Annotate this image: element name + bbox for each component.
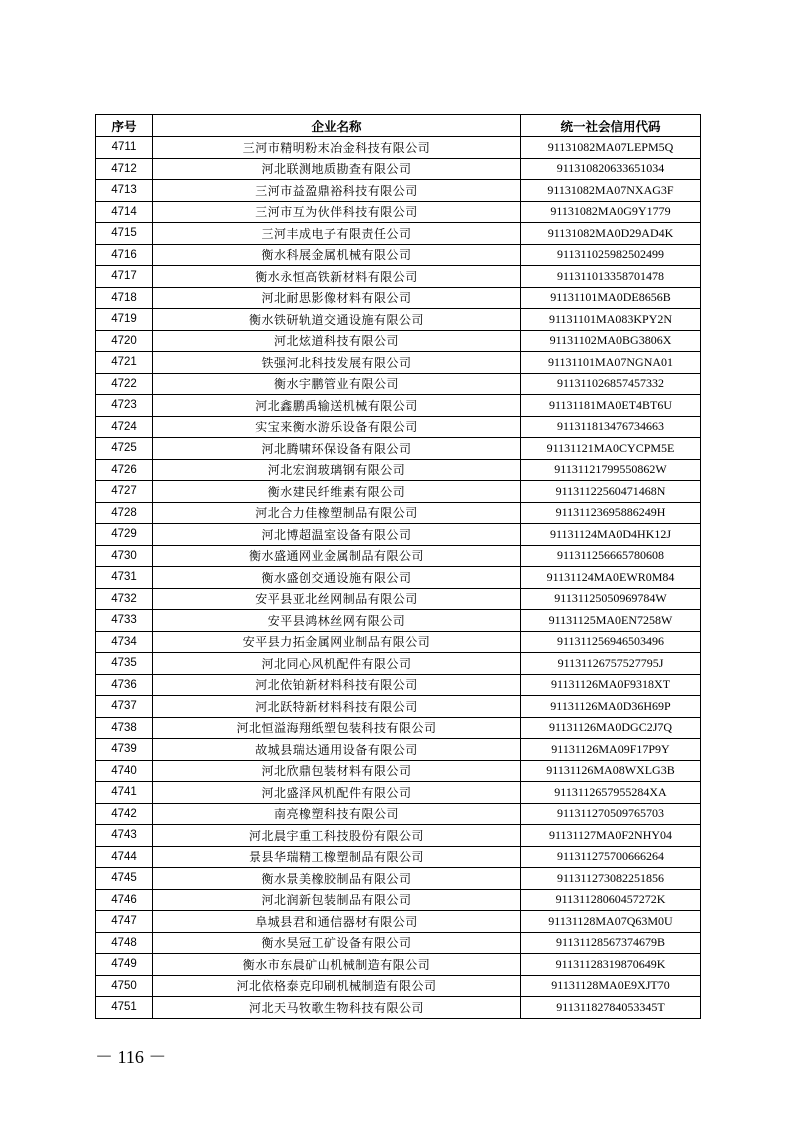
row-credit-code: 91131128567374679B	[521, 932, 701, 954]
row-seq: 4731	[96, 567, 153, 589]
row-seq: 4722	[96, 373, 153, 395]
row-seq: 4723	[96, 395, 153, 417]
table-row	[96, 287, 701, 309]
row-company-name: 衡水盛通网业金属制品有限公司	[153, 545, 521, 567]
row-seq: 4740	[96, 760, 153, 782]
row-company-name: 河北联测地质勘查有限公司	[153, 158, 521, 180]
row-company-name: 衡水永恒高铁新材料有限公司	[153, 266, 521, 288]
page-number: － 116 －	[95, 1047, 167, 1067]
row-credit-code: 91131128MA07Q63M0U	[521, 911, 701, 933]
row-credit-code: 911311256946503496	[521, 631, 701, 653]
row-credit-code: 911311273082251856	[521, 868, 701, 890]
row-credit-code: 91131121MA0CYCPM5E	[521, 438, 701, 460]
table-row	[96, 137, 701, 159]
row-company-name: 河北天马牧歌生物科技有限公司	[153, 997, 521, 1019]
table-row	[96, 223, 701, 245]
row-credit-code: 91131126MA0DGC2J7Q	[521, 717, 701, 739]
table-row	[96, 631, 701, 653]
row-seq: 4721	[96, 352, 153, 374]
row-credit-code: 91131126MA0D36H69P	[521, 696, 701, 718]
row-company-name: 三河市互为伙伴科技有限公司	[153, 201, 521, 223]
row-credit-code: 911311813476734663	[521, 416, 701, 438]
row-company-name: 河北润新包装制品有限公司	[153, 889, 521, 911]
table-header-row	[96, 115, 701, 137]
row-seq: 4712	[96, 158, 153, 180]
row-seq: 4733	[96, 610, 153, 632]
table-row	[96, 309, 701, 331]
row-company-name: 衡水昊冠工矿设备有限公司	[153, 932, 521, 954]
row-company-name: 故城县瑞达通用设备有限公司	[153, 739, 521, 761]
table-row	[96, 201, 701, 223]
row-company-name: 河北鑫鹏禹输送机械有限公司	[153, 395, 521, 417]
table-row	[96, 911, 701, 933]
row-company-name: 河北同心风机配件有限公司	[153, 653, 521, 675]
row-company-name: 安平县鸿林丝网有限公司	[153, 610, 521, 632]
row-seq: 4742	[96, 803, 153, 825]
row-credit-code: 911311026857457332	[521, 373, 701, 395]
table-row	[96, 244, 701, 266]
row-company-name: 实宝来衡水游乐设备有限公司	[153, 416, 521, 438]
row-seq: 4724	[96, 416, 153, 438]
row-seq: 4750	[96, 975, 153, 997]
table-row	[96, 416, 701, 438]
row-company-name: 河北依铂新材料科技有限公司	[153, 674, 521, 696]
row-seq: 4714	[96, 201, 153, 223]
table-row	[96, 868, 701, 890]
row-seq: 4720	[96, 330, 153, 352]
enterprise-table-container	[95, 114, 700, 1019]
row-credit-code: 91131122560471468N	[521, 481, 701, 503]
row-credit-code: 91131124MA0D4HK12J	[521, 524, 701, 546]
table-row	[96, 524, 701, 546]
table-row	[96, 588, 701, 610]
row-seq: 4726	[96, 459, 153, 481]
row-credit-code: 911311270509765703	[521, 803, 701, 825]
row-seq: 4725	[96, 438, 153, 460]
row-credit-code: 91131123695886249H	[521, 502, 701, 524]
row-seq: 4744	[96, 846, 153, 868]
row-credit-code: 91131101MA083KPY2N	[521, 309, 701, 331]
row-credit-code: 911311275700666264	[521, 846, 701, 868]
table-row	[96, 352, 701, 374]
row-company-name: 河北腾啸环保设备有限公司	[153, 438, 521, 460]
table-row	[96, 997, 701, 1019]
table-row	[96, 610, 701, 632]
row-seq: 4747	[96, 911, 153, 933]
row-company-name: 衡水市东晨矿山机械制造有限公司	[153, 954, 521, 976]
row-company-name: 河北恒溢海翔纸塑包装科技有限公司	[153, 717, 521, 739]
table-row	[96, 825, 701, 847]
row-credit-code: 91131128060457272K	[521, 889, 701, 911]
row-credit-code: 91131126MA09F17P9Y	[521, 739, 701, 761]
table-row	[96, 481, 701, 503]
table-row	[96, 846, 701, 868]
row-credit-code: 91131102MA0BG3806X	[521, 330, 701, 352]
table-body	[96, 137, 701, 1019]
table-row	[96, 932, 701, 954]
row-seq: 4746	[96, 889, 153, 911]
row-seq: 4730	[96, 545, 153, 567]
enterprise-table	[95, 114, 701, 1019]
row-company-name: 河北耐思影像材料有限公司	[153, 287, 521, 309]
table-row	[96, 717, 701, 739]
row-company-name: 三河市精明粉末冶金科技有限公司	[153, 137, 521, 159]
row-credit-code: 91131082MA07LEPM5Q	[521, 137, 701, 159]
row-credit-code: 91131128319870649K	[521, 954, 701, 976]
row-credit-code: 91131121799550862W	[521, 459, 701, 481]
table-row	[96, 567, 701, 589]
table-row	[96, 803, 701, 825]
row-company-name: 安平县亚北丝网制品有限公司	[153, 588, 521, 610]
row-company-name: 河北炫道科技有限公司	[153, 330, 521, 352]
table-row	[96, 180, 701, 202]
row-seq: 4751	[96, 997, 153, 1019]
table-row	[96, 545, 701, 567]
table-row	[96, 954, 701, 976]
row-company-name: 铁强河北科技发展有限公司	[153, 352, 521, 374]
row-seq: 4717	[96, 266, 153, 288]
row-credit-code: 91131082MA0D29AD4K	[521, 223, 701, 245]
row-credit-code: 91131124MA0EWR0M84	[521, 567, 701, 589]
row-credit-code: 911311256665780608	[521, 545, 701, 567]
table-row	[96, 653, 701, 675]
row-seq: 4713	[96, 180, 153, 202]
row-seq: 4718	[96, 287, 153, 309]
row-company-name: 河北晨宇重工科技股份有限公司	[153, 825, 521, 847]
row-seq: 4728	[96, 502, 153, 524]
row-company-name: 三河市益盈鼎裕科技有限公司	[153, 180, 521, 202]
row-credit-code: 911310820633651034	[521, 158, 701, 180]
row-company-name: 衡水铁研轨道交通设施有限公司	[153, 309, 521, 331]
table-row	[96, 739, 701, 761]
row-seq: 4729	[96, 524, 153, 546]
row-company-name: 衡水建民纤维素有限公司	[153, 481, 521, 503]
row-seq: 4739	[96, 739, 153, 761]
row-seq: 4741	[96, 782, 153, 804]
row-credit-code: 91131101MA0DE8656B	[521, 287, 701, 309]
row-credit-code: 91131125050969784W	[521, 588, 701, 610]
table-row	[96, 158, 701, 180]
row-seq: 4732	[96, 588, 153, 610]
row-seq: 4748	[96, 932, 153, 954]
row-credit-code: 91131127MA0F2NHY04	[521, 825, 701, 847]
table-row	[96, 889, 701, 911]
row-company-name: 景县华瑞精工橡塑制品有限公司	[153, 846, 521, 868]
row-credit-code: 911311013358701478	[521, 266, 701, 288]
table-row	[96, 674, 701, 696]
table-row	[96, 782, 701, 804]
row-credit-code: 91131126MA08WXLG3B	[521, 760, 701, 782]
table-row	[96, 395, 701, 417]
row-credit-code: 91131101MA07NGNA01	[521, 352, 701, 374]
row-company-name: 三河丰成电子有限责任公司	[153, 223, 521, 245]
row-company-name: 河北合力佳橡塑制品有限公司	[153, 502, 521, 524]
row-credit-code: 91131082MA07NXAG3F	[521, 180, 701, 202]
row-seq: 4735	[96, 653, 153, 675]
row-seq: 4716	[96, 244, 153, 266]
table-row	[96, 502, 701, 524]
row-seq: 4711	[96, 137, 153, 159]
table-row	[96, 438, 701, 460]
row-company-name: 衡水景美橡胶制品有限公司	[153, 868, 521, 890]
row-seq: 4745	[96, 868, 153, 890]
row-seq: 4749	[96, 954, 153, 976]
row-company-name: 衡水盛创交通设施有限公司	[153, 567, 521, 589]
row-credit-code: 91131126MA0F9318XT	[521, 674, 701, 696]
row-credit-code: 91131082MA0G9Y1779	[521, 201, 701, 223]
row-credit-code: 91131181MA0ET4BT6U	[521, 395, 701, 417]
header-company-name: 企业名称	[153, 115, 521, 137]
header-seq: 序号	[96, 115, 153, 137]
row-company-name: 河北宏润玻璃钢有限公司	[153, 459, 521, 481]
row-company-name: 河北跃特新材料科技有限公司	[153, 696, 521, 718]
row-company-name: 河北盛泽风机配件有限公司	[153, 782, 521, 804]
row-seq: 4734	[96, 631, 153, 653]
row-company-name: 衡水科展金属机械有限公司	[153, 244, 521, 266]
row-seq: 4715	[96, 223, 153, 245]
row-seq: 4738	[96, 717, 153, 739]
row-company-name: 衡水宇鹏管业有限公司	[153, 373, 521, 395]
row-seq: 4719	[96, 309, 153, 331]
table-row	[96, 459, 701, 481]
row-company-name: 河北依格泰克印刷机械制造有限公司	[153, 975, 521, 997]
row-company-name: 河北博超温室设备有限公司	[153, 524, 521, 546]
row-seq: 4736	[96, 674, 153, 696]
row-company-name: 安平县力拓金属网业制品有限公司	[153, 631, 521, 653]
row-company-name: 阜城县君和通信器材有限公司	[153, 911, 521, 933]
table-row	[96, 760, 701, 782]
row-seq: 4743	[96, 825, 153, 847]
table-row	[96, 330, 701, 352]
table-row	[96, 266, 701, 288]
row-credit-code: 91131125MA0EN7258W	[521, 610, 701, 632]
row-company-name: 南亮橡塑科技有限公司	[153, 803, 521, 825]
row-credit-code: 91131126757527795J	[521, 653, 701, 675]
row-company-name: 河北欣鼎包装材料有限公司	[153, 760, 521, 782]
table-row	[96, 696, 701, 718]
row-credit-code: 9113112657955284XA	[521, 782, 701, 804]
header-credit-code: 统一社会信用代码	[521, 115, 701, 137]
row-seq: 4737	[96, 696, 153, 718]
row-seq: 4727	[96, 481, 153, 503]
table-row	[96, 373, 701, 395]
row-credit-code: 911311025982502499	[521, 244, 701, 266]
row-credit-code: 91131128MA0E9XJT70	[521, 975, 701, 997]
row-credit-code: 91131182784053345T	[521, 997, 701, 1019]
table-row	[96, 975, 701, 997]
